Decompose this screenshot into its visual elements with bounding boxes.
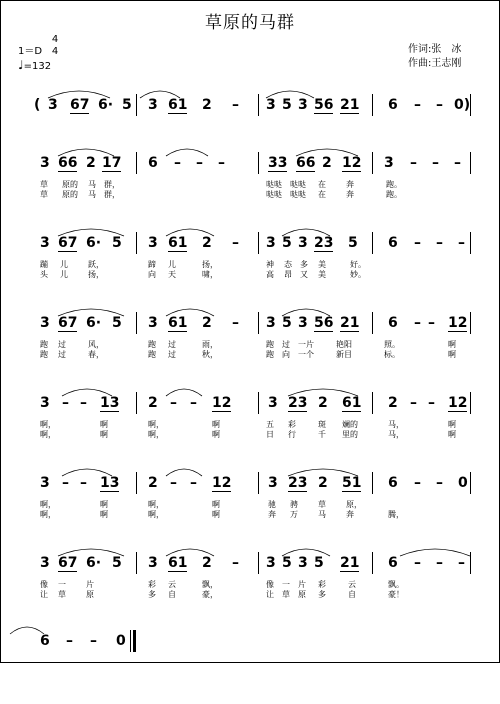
note-token: 3: [40, 235, 50, 251]
note-token: 0: [458, 475, 468, 491]
lyric-syllable: 跑: [266, 340, 274, 349]
note-token: –: [454, 155, 461, 171]
note-token: 3: [40, 315, 50, 331]
note-token: –: [436, 235, 443, 251]
slur-arc: [166, 469, 202, 476]
note-token: 6·: [86, 315, 102, 331]
lyric-syllable: 哒哒: [266, 180, 282, 189]
note-token: –: [410, 395, 417, 411]
lyric-syllable: 啊: [212, 430, 220, 439]
lyric-syllable: 蹦: [40, 260, 48, 269]
lyric-syllable: 雨，: [202, 340, 218, 349]
lyric-syllable: 群，: [104, 190, 120, 199]
lyric-syllable: 原的: [62, 180, 78, 189]
lyric-syllable: 原，: [346, 500, 362, 509]
note-token: –: [62, 475, 69, 491]
lyric-syllable: 原: [298, 590, 306, 599]
lyric-syllable: 豪！: [388, 590, 404, 599]
lyric-syllable: 神: [266, 260, 274, 269]
note-token: 3: [40, 155, 50, 171]
lyric-syllable: 马，: [388, 420, 404, 429]
lyricist-credit: 作词:张 冰: [408, 44, 462, 55]
note-token: 2: [318, 395, 328, 411]
note-token: 3: [148, 555, 158, 571]
slur-marks: [0, 142, 500, 162]
lyric-syllable: 在: [318, 180, 326, 189]
lyric-syllable: 跑: [266, 350, 274, 359]
note-token: 5: [314, 555, 324, 571]
lyric-syllable: 飘。: [388, 580, 404, 589]
lyric-syllable: 马: [318, 510, 326, 519]
lyric-syllable: 向: [282, 350, 290, 359]
lyric-syllable: 啊: [100, 420, 108, 429]
slur-arc: [166, 549, 214, 556]
note-token: 66: [296, 155, 316, 171]
note-token: 2: [388, 395, 398, 411]
note-token: 6: [388, 235, 398, 251]
note-token: 3: [40, 475, 50, 491]
slur-arc: [282, 309, 330, 316]
slur-marks: [0, 462, 500, 482]
slur-marks: [0, 382, 500, 402]
lyric-syllable: 奔: [346, 510, 354, 519]
note-token: 3: [298, 97, 308, 113]
lyric-syllable: 啊: [448, 350, 456, 359]
note-token: 5: [282, 315, 292, 331]
lyric-syllable: 天: [168, 270, 176, 279]
lyric-syllable: 妙。: [350, 270, 366, 279]
lyric-syllable: 啊: [100, 430, 108, 439]
time-bottom: 4: [51, 46, 59, 57]
slur-arc: [166, 389, 202, 396]
note-token: –: [414, 97, 421, 113]
note-token: 33: [268, 155, 288, 171]
lyric-syllable: 啊: [100, 500, 108, 509]
score-row-line5: [0, 472, 500, 546]
note-token: 67: [58, 235, 78, 251]
lyric-syllable: 奔: [268, 510, 276, 519]
lyric-syllable: 彩: [288, 420, 296, 429]
note-token: 2: [318, 475, 328, 491]
lyric-syllable: 跑: [40, 340, 48, 349]
lyric-syllable: 片: [298, 580, 306, 589]
note-token: 56: [314, 315, 334, 331]
lyric-syllable: 美: [318, 270, 326, 279]
lyric-syllable: 啊，: [148, 510, 164, 519]
lyric-syllable: 草: [318, 500, 326, 509]
note-token: 66: [58, 155, 78, 171]
lyric-syllable: 跑。: [386, 180, 402, 189]
lyric-syllable: 多: [300, 260, 308, 269]
note-token: –: [170, 475, 177, 491]
note-token: 61: [342, 395, 362, 411]
note-token: (: [34, 97, 41, 113]
lyric-syllable: 彩: [318, 580, 326, 589]
note-token: 5: [282, 235, 292, 251]
lyric-syllable: 好。: [350, 260, 366, 269]
lyric-syllable: 跑: [40, 350, 48, 359]
lyric-syllable: 风，: [88, 340, 104, 349]
lyric-syllable: 啊: [212, 500, 220, 509]
lyric-syllable: 云: [348, 580, 356, 589]
note-token: 5: [122, 97, 132, 113]
lyric-syllable: 云: [168, 580, 176, 589]
slur-arc: [166, 309, 214, 316]
tempo-value: =132: [23, 61, 52, 72]
lyric-syllable: 过: [168, 350, 176, 359]
note-token: –: [170, 395, 177, 411]
lyric-syllable: 跑: [148, 340, 156, 349]
lyric-syllable: 秋，: [202, 350, 218, 359]
lyric-syllable: 艳阳: [336, 340, 352, 349]
note-token: –: [428, 315, 435, 331]
lyric-syllable: 斑: [318, 420, 326, 429]
lyric-syllable: 万: [290, 510, 298, 519]
slur-arc: [282, 549, 330, 556]
lyric-syllable: 啊: [212, 510, 220, 519]
lyric-syllable: 像: [266, 580, 274, 589]
score-row-line2: [0, 232, 500, 306]
lyric-syllable: 让: [40, 590, 48, 599]
note-token: 5: [348, 235, 358, 251]
lyric-syllable: 美: [318, 260, 326, 269]
note-token: –: [410, 155, 417, 171]
lyric-syllable: 儿: [168, 260, 176, 269]
slur-arc: [58, 549, 124, 556]
note-token: 5: [282, 97, 292, 113]
lyric-syllable: 啊: [448, 420, 456, 429]
note-token: 6: [388, 315, 398, 331]
note-token: 6: [388, 555, 398, 571]
note-token: –: [80, 475, 87, 491]
slur-arc: [48, 91, 110, 98]
note-token: –: [436, 555, 443, 571]
note-token: 23: [288, 395, 308, 411]
note-token: 67: [58, 315, 78, 331]
score-row-line3: [0, 312, 500, 386]
lyric-syllable: 五: [266, 420, 274, 429]
lyric-syllable: 草: [282, 590, 290, 599]
note-token: 6: [388, 97, 398, 113]
note-token: 23: [288, 475, 308, 491]
composer-credit: 作曲:王志刚: [408, 58, 462, 69]
note-token: 3: [266, 555, 276, 571]
lyric-syllable: 草: [40, 180, 48, 189]
lyric-syllable: 原的: [62, 190, 78, 199]
lyric-syllable: 多: [148, 590, 156, 599]
lyric-syllable: 一: [282, 580, 290, 589]
score-row-line6: [0, 552, 500, 626]
note-token: 3: [148, 235, 158, 251]
lyric-syllable: 豪，: [202, 590, 218, 599]
quarter-note-icon: ♩: [18, 58, 24, 72]
slur-arc: [288, 469, 358, 476]
lyric-syllable: 过: [168, 340, 176, 349]
slur-marks: [0, 222, 500, 242]
lyric-syllable: 片: [86, 580, 94, 589]
note-token: 2: [148, 475, 158, 491]
slur-arc: [58, 309, 124, 316]
lyric-syllable: 哒哒: [290, 190, 306, 199]
note-token: –: [232, 235, 239, 251]
lyric-syllable: 马: [88, 190, 96, 199]
key-signature: 1＝D: [18, 46, 43, 57]
note-token: 3: [266, 315, 276, 331]
note-token: 12: [448, 395, 468, 411]
slur-arc: [166, 149, 208, 156]
note-token: –: [232, 97, 239, 113]
note-token: 12: [212, 475, 232, 491]
note-token: 2: [322, 155, 332, 171]
lyric-syllable: 在: [318, 190, 326, 199]
lyric-syllable: 奔: [346, 190, 354, 199]
note-token: 12: [212, 395, 232, 411]
note-token: 21: [340, 315, 360, 331]
note-token: 21: [340, 97, 360, 113]
note-token: –: [190, 395, 197, 411]
note-token: 3: [268, 395, 278, 411]
note-token: –: [432, 155, 439, 171]
note-token: 56: [314, 97, 334, 113]
lyric-syllable: 又: [300, 270, 308, 279]
note-token: 6: [40, 633, 50, 649]
lyric-syllable: 啊: [212, 420, 220, 429]
lyric-syllable: 啊: [448, 430, 456, 439]
slur-arc: [288, 389, 358, 396]
lyric-syllable: 啊，: [148, 420, 164, 429]
lyric-syllable: 啊，: [148, 500, 164, 509]
lyric-syllable: 腾，: [388, 510, 404, 519]
slur-arc: [58, 229, 124, 236]
slur-marks: [0, 620, 500, 640]
score-row-line1: [0, 152, 500, 226]
lyric-syllable: 啊，: [40, 500, 56, 509]
lyric-syllable: 马: [88, 180, 96, 189]
lyric-syllable: 自: [348, 590, 356, 599]
lyric-syllable: 向: [148, 270, 156, 279]
lyric-syllable: 啊: [100, 510, 108, 519]
note-token: –: [174, 155, 181, 171]
note-token: 2: [202, 97, 212, 113]
note-token: 6: [388, 475, 398, 491]
note-token: 61: [168, 315, 188, 331]
lyric-syllable: 标。: [384, 350, 400, 359]
note-token: 2: [202, 235, 212, 251]
note-token: 13: [100, 475, 120, 491]
lyric-syllable: 哒哒: [290, 180, 306, 189]
note-token: –: [414, 555, 421, 571]
lyric-syllable: 让: [266, 590, 274, 599]
lyric-syllable: 自: [168, 590, 176, 599]
lyric-syllable: 扬，: [202, 260, 218, 269]
lyric-syllable: 啸，: [202, 270, 218, 279]
score-row-line4: [0, 392, 500, 466]
lyric-syllable: 驰: [268, 500, 276, 509]
note-token: 6: [148, 155, 158, 171]
note-token: 67: [58, 555, 78, 571]
lyric-syllable: 一: [58, 580, 66, 589]
note-token: –: [66, 633, 73, 649]
note-token: 3: [384, 155, 394, 171]
note-token: –: [436, 97, 443, 113]
note-token: 5: [282, 555, 292, 571]
note-token: 6·: [86, 555, 102, 571]
note-token: –: [218, 155, 225, 171]
note-token: 61: [168, 555, 188, 571]
note-token: –: [232, 315, 239, 331]
lyric-syllable: 哒哒: [266, 190, 282, 199]
lyric-syllable: 态: [284, 260, 292, 269]
note-token: 3: [266, 235, 276, 251]
note-token: 3: [298, 235, 308, 251]
slur-arc: [296, 149, 358, 156]
note-token: –: [196, 155, 203, 171]
lyric-syllable: 草: [40, 190, 48, 199]
score-row-ending: [0, 630, 500, 704]
note-token: 2: [202, 555, 212, 571]
lyric-syllable: 啊，: [40, 420, 56, 429]
note-token: 0): [454, 97, 471, 113]
note-token: 17: [102, 155, 122, 171]
lyric-syllable: 日: [266, 430, 274, 439]
note-token: 51: [342, 475, 362, 491]
note-token: 2: [86, 155, 96, 171]
slur-arc: [166, 229, 214, 236]
note-token: –: [190, 475, 197, 491]
lyric-syllable: 彩: [148, 580, 156, 589]
lyric-syllable: 过: [58, 340, 66, 349]
note-token: –: [458, 235, 465, 251]
note-token: –: [62, 395, 69, 411]
lyric-syllable: 行: [288, 430, 296, 439]
lyric-syllable: 斓的: [342, 420, 358, 429]
lyric-syllable: 群，: [104, 180, 120, 189]
note-token: 6·: [98, 97, 114, 113]
note-token: 13: [100, 395, 120, 411]
slur-marks: [0, 542, 500, 562]
lyric-syllable: 蹄: [148, 260, 156, 269]
lyric-syllable: 多: [318, 590, 326, 599]
lyric-syllable: 奔: [346, 180, 354, 189]
lyric-syllable: 马，: [388, 430, 404, 439]
note-token: 67: [70, 97, 90, 113]
note-token: 0: [116, 633, 126, 649]
lyric-syllable: 草: [58, 590, 66, 599]
slur-arc: [58, 149, 114, 156]
slur-arc: [266, 91, 314, 98]
note-token: –: [414, 475, 421, 491]
lyric-syllable: 千: [318, 430, 326, 439]
lyric-syllable: 儿: [60, 270, 68, 279]
note-token: 5: [112, 555, 122, 571]
note-token: 61: [168, 235, 188, 251]
lyric-syllable: 高: [266, 270, 274, 279]
lyric-syllable: 儿: [60, 260, 68, 269]
note-token: –: [232, 555, 239, 571]
lyric-syllable: 啊，: [40, 510, 56, 519]
note-token: 2: [202, 315, 212, 331]
lyric-syllable: 春，: [88, 350, 104, 359]
note-token: 3: [268, 475, 278, 491]
note-token: 5: [112, 315, 122, 331]
note-token: –: [90, 633, 97, 649]
note-token: 21: [340, 555, 360, 571]
note-token: 61: [168, 97, 188, 113]
lyric-syllable: 一片: [298, 340, 314, 349]
slur-arc: [282, 229, 330, 236]
lyric-syllable: 跑: [148, 350, 156, 359]
slur-marks: [0, 84, 500, 104]
lyric-syllable: 过: [282, 340, 290, 349]
lyric-syllable: 啊，: [40, 430, 56, 439]
slur-arc: [140, 91, 180, 98]
note-token: 3: [40, 395, 50, 411]
lyric-syllable: 过: [58, 350, 66, 359]
lyric-syllable: 跃，: [88, 260, 104, 269]
note-token: 3: [148, 315, 158, 331]
note-token: 6·: [86, 235, 102, 251]
lyric-syllable: 照。: [384, 340, 400, 349]
lyric-syllable: 原: [86, 590, 94, 599]
slur-arc: [62, 469, 112, 476]
slur-arc: [10, 627, 44, 634]
time-top: 4: [51, 34, 59, 45]
note-token: 2: [148, 395, 158, 411]
lyric-syllable: 骋: [290, 500, 298, 509]
tempo-mark: [18, 58, 51, 72]
lyric-syllable: 啊，: [148, 430, 164, 439]
slur-arc: [400, 549, 470, 556]
note-token: 12: [342, 155, 362, 171]
note-token: –: [414, 315, 421, 331]
note-token: 3: [298, 315, 308, 331]
note-token: –: [414, 235, 421, 251]
lyric-syllable: 一个: [298, 350, 314, 359]
lyric-syllable: 头: [40, 270, 48, 279]
note-token: 3: [148, 97, 158, 113]
note-token: –: [80, 395, 87, 411]
note-token: 3: [298, 555, 308, 571]
lyric-syllable: 啊: [448, 340, 456, 349]
note-token: 3: [266, 97, 276, 113]
song-title: 草原的马群: [205, 13, 295, 33]
lyric-syllable: 扬，: [88, 270, 104, 279]
note-token: 3: [40, 555, 50, 571]
note-token: 23: [314, 235, 334, 251]
note-token: 3: [48, 97, 58, 113]
slur-arc: [62, 389, 112, 396]
note-token: 12: [448, 315, 468, 331]
note-token: –: [436, 475, 443, 491]
lyric-syllable: 里的: [342, 430, 358, 439]
time-signature: [50, 34, 60, 58]
lyric-syllable: 像: [40, 580, 48, 589]
note-token: –: [428, 395, 435, 411]
lyric-syllable: 昂: [284, 270, 292, 279]
lyric-syllable: 跑。: [386, 190, 402, 199]
note-token: 5: [112, 235, 122, 251]
note-token: –: [458, 555, 465, 571]
lyric-syllable: 飘，: [202, 580, 218, 589]
slur-marks: [0, 302, 500, 322]
lyric-syllable: 新目: [336, 350, 352, 359]
